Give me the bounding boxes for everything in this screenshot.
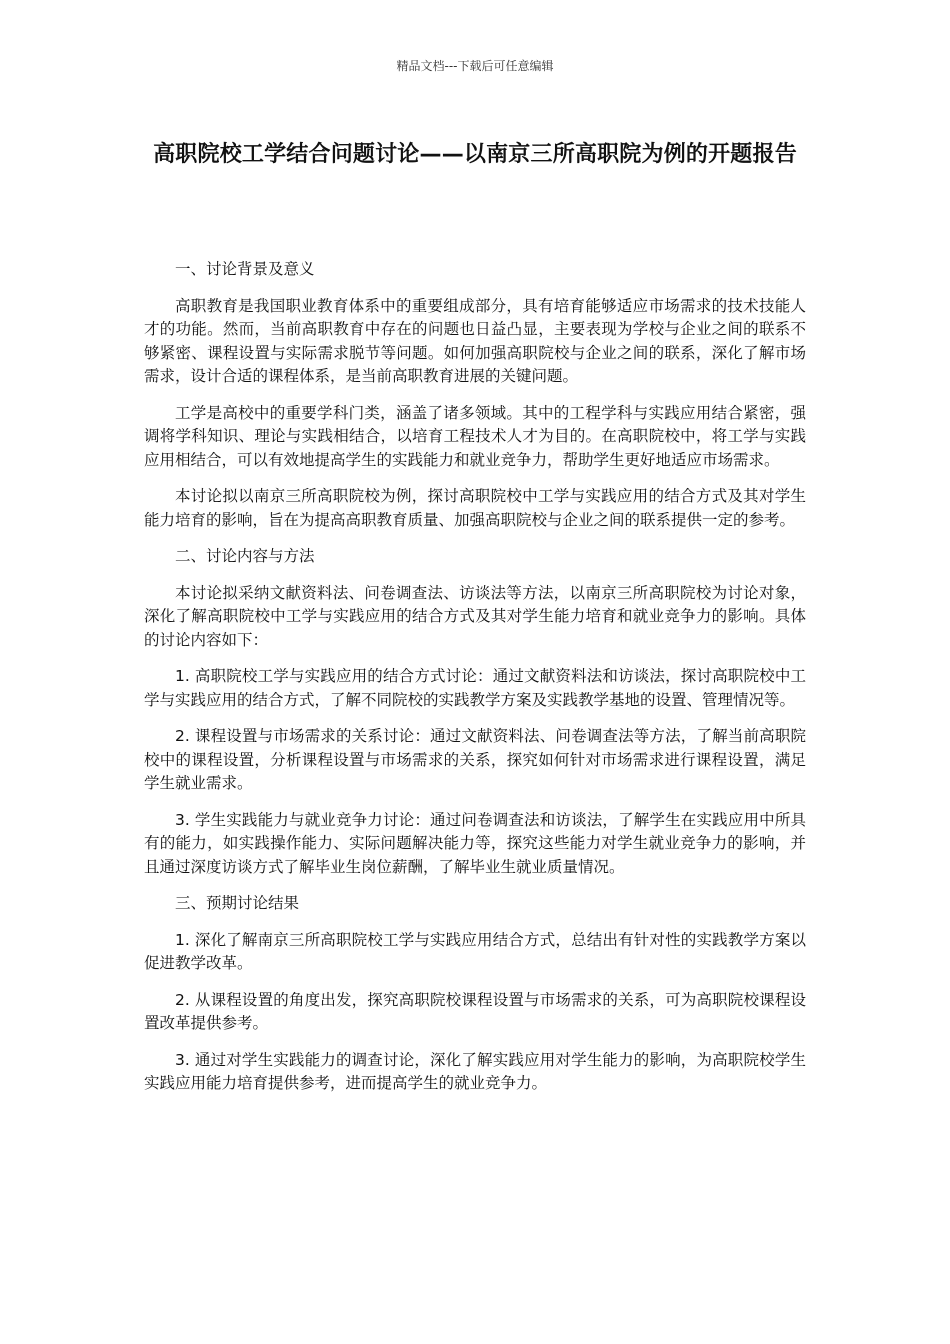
section-heading-background: 一、讨论背景及意义 [175,260,315,278]
list-item: 1. 高职院校工学与实践应用的结合方式讨论：通过文献资料法和访谈法，探讨高职院校中工学与实践应用的结合方式，了解不同院校的实践教学方案及实践教学基地的设置、管理情况等。 [144,667,806,709]
document-body [144,258,806,1109]
list-item: 3. 学生实践能力与就业竞争力讨论：通过问卷调查法和访谈法，了解学生在实践应用中所具有的能力，如实践操作能力、实际问题解决能力等，探究这些能力对学生就业竞争力的影响，并且通过深度访谈方式了解毕业生岗位薪酬，了解毕业生就业质量情况。 [144,810,806,876]
paragraph: 本讨论拟以南京三所高职院校为例，探讨高职院校中工学与实践应用的结合方式及其对学生能力培育的影响，旨在为提高高职教育质量、加强高职院校与企业之间的联系提供一定的参考。 [144,487,806,529]
paragraph: 高职教育是我国职业教育体系中的重要组成部分，具有培育能够适应市场需求的技术技能人才的功能。然而，当前高职教育中存在的问题也日益凸显，主要表现为学校与企业之间的联系不够紧密、课程设置与实际需求脱节等问题。如何加强高职院校与企业之间的联系，深化了解市场需求，设计合适的课程体系，是当前高职教育进展的关键问题。 [144,296,806,385]
section-heading-expected-results: 三、预期讨论结果 [175,894,300,912]
document-title: 高职院校工学结合问题讨论——以南京三所高职院为例的开题报告 [153,142,797,167]
list-item: 2. 从课程设置的角度出发，探究高职院校课程设置与市场需求的关系，可为高职院校课程设置改革提供参考。 [144,990,806,1032]
section-heading-content-methods: 二、讨论内容与方法 [175,547,315,565]
list-item: 2. 课程设置与市场需求的关系讨论：通过文献资料法、问卷调查法等方法，了解当前高职院校中的课程设置，分析课程设置与市场需求的关系，探究如何针对市场需求进行课程设置，满足学生就业需求。 [144,727,806,792]
page-header: 精品文档---下载后可任意编辑 [396,59,554,73]
paragraph: 本讨论拟采纳文献资料法、问卷调查法、访谈法等方法，以南京三所高职院校为讨论对象，深化了解高职院校中工学与实践应用的结合方式及其对学生能力培育和就业竞争力的影响。具体的讨论内容如下： [144,583,806,649]
list-item: 3. 通过对学生实践能力的调查讨论，深化了解实践应用对学生能力的影响，为高职院校学生实践应用能力培育提供参考，进而提高学生的就业竞争力。 [144,1050,806,1092]
list-item: 1. 深化了解南京三所高职院校工学与实践应用结合方式，总结出有针对性的实践教学方案以促进教学改革。 [144,930,806,972]
paragraph: 工学是高校中的重要学科门类，涵盖了诸多领域。其中的工程学科与实践应用结合紧密，强调将学科知识、理论与实践相结合，以培育工程技术人才为目的。在高职院校中，将工学与实践应用相结合，可以有效地提高学生的实践能力和就业竞争力，帮助学生更好地适应市场需求。 [144,403,806,469]
